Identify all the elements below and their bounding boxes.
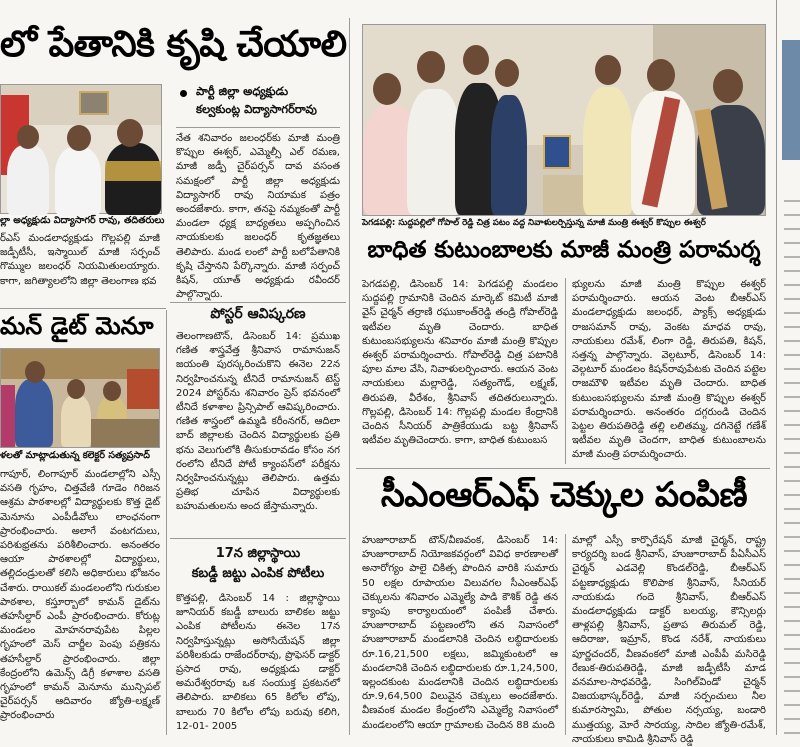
section-poster-heading: పోస్టర్ ఆవిష్కరణ <box>210 306 306 322</box>
divider <box>166 310 167 735</box>
article-pegadapalli-right: భ్యులను మాజీ మంత్రి కొప్పుల ఈశ్వర్ పరామర్శించారు. ఆయన వెంట బీఆర్ఎస్ మండలాధ్యక్షుడు జలంధర్, ప్యాక్స్ అధ్యక్షుడు రాజసమాన్ రావు, వెంకట మాధవ రావు, నాయకులు రమేశ్, లింగా రెడ్డి, తిరుపతి, కిషన్, సత్తన్న పాల్గొన్నారు. వెల్గటూర్, డిసెంబర్ 14: వెల్గటూర్ మండలం కిషన్‌రావుపేటకు చెందిన పట్టెల రాజమౌళి ఇటీవల మృతి చెందారు. బాధిత కుటుంబసభ్యులను మాజీ మంత్రి కొప్పుల ఈశ్వర్ పరామర్శించారు. అనంతరం దగ్గరుండి చెందిన పెట్టల తిరుపతిరెడ్డి తల్లి లలితమ్మ, దగినెట్టే గణేశ్ ఇటీవల మృతి చెందగా, బాధిత కుటుంబాలను మాజీ మంత్రి పరామర్శించారు. <box>572 279 766 461</box>
right-edge-text-fragment <box>784 200 800 735</box>
left-top-photo-caption: ల్లా అధ్యక్షుడు విద్యాసాగర్ రావు, తదితరులు <box>0 215 165 226</box>
article-pegadapalli-left: పెగడపల్లి, డిసెంబర్ 14: పెగడపల్లి మండలం సుద్దపల్లి గ్రామానికి చెందిన మార్కెట్ కమిటీ మాజీ వైస్ చైర్మన్ తర్రాణి రఘుకాంత్‌రెడ్డి తండ్రి గోపాల్‌రెడ్డి ఇటీవల మృతి చెందారు. బాధిత కుటుంబసభ్యులను శనివారం మాజీ మంత్రి కొప్పుల ఈశ్వర్ పరామర్శించారు. గోపాల్‌రెడ్డి చిత్ర పటానికి పూల మాల వేసి, నివాళులర్పించారు. ఆయన వెంట నాయకులు మల్లారెడ్డి, సత్యంగౌడ్, లక్ష్మణ్, తిరుపతి, వీరేశం, శ్రీనివాస్ తదితరులున్నారు. గొల్లపల్లి, డిసెంబర్ 14: గొల్లపల్లి మండల కేంద్రానికి చెందిన సీనియర్ పాత్రికేయుడు బట్ట శ్రీనివాస్ ఇటీవల మృతిచెందారు. కాగా, బాధిత కుటుంబస <box>362 279 558 447</box>
divider <box>0 308 166 309</box>
section-kabaddi-line-1: 17న జిల్లాస్థాయి <box>215 546 301 561</box>
article-mid-top: నేత శనివారం జలంధర్‌కు మాజీ మంత్రి కొప్పుల ఈశ్వర్, ఎమ్మెల్సీ ఎల్ రమణ, మాజీ జడ్పీ చైర్‌పర్సన్ దావ వసంత సమక్షంలో పార్టీ జిల్లా అధ్యక్షుడు విద్యాసాగర్ రావు నియామక పత్రం అందజేశారు. కాగా, తనపై నమ్మకంతో పార్టీ మండలా ధ్యక్ష బాధ్యతలు అప్పగించిన నాయకులకు జలంధర్ కృతజ్ఞతలు తెలిపారు. మండ లంలో పార్టీ బలోపేతానికి కృషి చేస్తానని పేర్కొన్నారు. మాజీ సర్పంచ్ కిషన్, యూత్ అధ్యక్షుడు రవీందర్ పాల్గొన్నారు. <box>176 133 340 301</box>
article-left-mid: గాపూర్, లింగాపూర్ మండలాల్లోని ఎస్సీ వసతి గృహం, చిత్తవేణి గూడెం గిరిజన ఆశ్రమ పాఠశాలల్లో విద్యార్థులకు కొత్త డైట్ మెనూను ఎంపీడీవోలు లాంఛనంగా ప్రారంభించారు. అలాగే వంటగదులు, పరిశుభ్రతను పరిశీలించారు. అనంతరం ఆయా పాఠశాలల్లో విద్యార్థులు, తల్లిదండ్రులతో కలిసి అధికారులు భోజనం చేశారు. రాయికల్ మండలంలోని గురుకుల పాఠశాల, కస్తూర్బాలో కామన్ డైట్‌ను తహసీల్దార్ ఎంపీ ప్రారంభించారు. కోరుట్ల మండలం మోహనరావుపేట పిల్లల గృహంలో మెస్ చార్జీల పెంపు పత్రికను తహసీల్దార్ ప్రారంభించారు. జిల్లా కేంద్రంలోని ఉమెన్స్ డిగ్రీ కళాశాల వసతి గృహంలో కామన్ మెనూను మున్సిపల్ చైర్‌పర్సన్ ఆదివారం జ్యోతి-లక్ష్మణ్ ప్రారంభించారు <box>0 469 160 722</box>
article-cmrf-right: మాల్లో ఎస్సీ కార్పొరేషన్ మాజీ చైర్మన్, రాష్ట్ర కార్యదర్శి బండ శ్రీనివాస్, హుజూరాబాద్ పీఏసీఎస్ చైర్మన్ ఎడవెల్లి కొండల్‌రెడ్డి, బీఆర్ఎస్ పట్టణాధ్యక్షుడు కొలిపాక శ్రీనివాస్, సీనియర్ నాయకుడు గందె శ్రీనివాస్, బీఆర్ఎస్ మండలాధ్యక్షుడు డాక్టర్ బలయ్య, కౌన్సిలర్లు తాళ్లపల్లి శ్రీనివాస్, ప్రతాప తిరుమల్ రెడ్డి, ఆదిరాజు, ఇమ్రాన్, కొండ నరేశ్, నాయకులు పూర్ణచందర్, వీణవంకలో మాజీ ఎంపీపీ మసిరెడ్డి రేణుక-తిరుపతిరెడ్డి, మాజీ జడ్పీటీసీ మాడ వనమాల-సాధవరెడ్డి, సింగిల్‌విండో చైర్మన్ విజయభాస్కర్‌రెడ్డి, మాజీ సర్పంచులు నీల కుమారస్వామి, పోతుల నర్సయ్య, బండారి ముత్తయ్య, మోరే సారయ్య, సాదిల జ్యోతి-రమేశ్, నాయకులు కామిడి శ్రీనివాస్ రెడ్డి <box>572 535 766 745</box>
headline-bottom-right: సీఎంఆర్ఎఫ్ చెక్కుల పంపిణీ <box>380 475 748 515</box>
deck-box <box>176 80 340 126</box>
divider <box>565 534 566 735</box>
article-cmrf-left: హుజూరాబాద్ టౌన్/వీణవంక, డిసెంబర్ 14: హుజూరాబాద్ నియోజకవర్గంలో వివిధ కారణాలతో అనారోగ్యం పాలై చికిత్స పొందిన వారికి సుమారు 50 లక్షల రూపాయల విలువగల సీఎంఆర్ఎఫ్ చెక్కులను శనివారం ఎమ్మెల్యే పాడి కౌశిక్ రెడ్డి తన క్యాంపు కార్యాలయంలో పంపిణీ చేశారు. హుజూరాబాద్ పట్టణంలోని తన నివాసంలో హుజూరాబాద్ మండలానికి చెందిన లబ్ధిదారులకు రూ.16,21,500 లక్షలు, జమ్మికుంటలో ఆ మండలానికి చెందిన లబ్ధిదారులకు రూ.1,24,500, ఇల్లందకుంట మండలానికి చెందిన లబ్ధిదారులకు రూ.9,64,500 విలువైన చెక్కులు అందజేశారు. వీణవంక మండల కేంద్రంలోని ఎమ్మెల్యే నివాసంలో మండలంలోని ఆయా గ్రామాలకు చెందిన 88 మంది <box>362 535 558 731</box>
section-kabaddi-line-2: కబడ్డీ జట్టు ఎంపిక పోటీలు <box>191 566 325 581</box>
divider <box>565 278 566 464</box>
deck-line-1: పార్టీ జిల్లా అధ్యక్షుడు <box>196 84 289 98</box>
divider <box>776 0 777 735</box>
headline-top-left: లో పేతానికి కృషి చేయాలి <box>0 24 347 65</box>
divider <box>170 302 346 303</box>
divider <box>349 18 350 735</box>
divider <box>170 538 346 539</box>
divider <box>356 468 770 469</box>
divider <box>176 127 340 128</box>
headline-left-mid: మన్ డైట్ మెనూ <box>0 312 154 340</box>
left-mid-photo-caption: ళలతో మాట్లాడుతున్న కలెక్టర్ సత్యప్రసాద్ <box>0 450 150 461</box>
left-mid-photo <box>0 348 160 448</box>
right-edge-photo-fragment <box>782 40 800 160</box>
deck-line-2: కల్వకుంట్ల విద్యాసాగర్‌రావు <box>196 102 317 116</box>
top-right-photo <box>362 24 766 216</box>
article-kabaddi: కొత్తపల్లి, డిసెంబర్ 14 : జిల్లాస్థాయి జూనియర్ కబడ్డీ బాలురు బాలికల జట్టు ఎంపిక పోటీలను ఈనెల 17న నిర్వహిస్తున్నట్లు అసోసియేషన్ జిల్లా పరిశీలకుడు రాజేందర్‌రావు, ప్రొఫెసర్ డాక్టర్ ప్రసాద రావు, అధ్యక్షుడు డాక్టర్ అమరేశ్వరరావు ఒక సంయుక్త ప్రకటనలో తెలిపారు. బాలికలు 65 కిలోల లోపు, బాలురు 70 కిలోల లోపు బరువు కలిగి, 12-01- 2005 <box>176 593 340 732</box>
top-right-photo-caption: పెగడపల్లి: సుద్దపల్లిలో గోపాల్ రెడ్డి చిత్ర పటం వద్ద నివాళులర్పిస్తున్న మాజీ మంత్రి ఈశ్వర్ కొప్పుల ఈశ్వర్ <box>362 218 706 228</box>
article-left-top: ర్ఎస్ మండలాధ్యక్షుడు గొల్లపల్లి మాజీ జడ్పీటీసీ, ఇస్మాయిల్ మాజీ సర్పంచ్ గొమ్ముల జలంధర్ నియమితులయ్యారు. కాగా, జగిత్యాలలోని జిల్లా తెలంగాణ భవ <box>0 233 160 287</box>
left-top-photo <box>0 84 162 214</box>
headline-middle-right: బాధిత కుటుంబాలకు మాజీ మంత్రి పరామర్శ <box>367 237 761 263</box>
article-poster: తెలంగాణ‌టౌన్, డిసెంబర్ 14: ప్రముఖ గణిత శాస్త్రవేత్త శ్రీనివాస రామానుజన్ జయంతి పురస్కరించుకొని ఈనెల 22న నిర్వహించనున్న టీనిదే రామానుజన్ టెస్ట్ 2024 పోస్టర్‌ను శనివారం ప్రెస్ భవనంలో టీనిదే కళాశాల ప్రిన్సిపాల్ ఆవిష్కరించారు. గణిత శాస్త్రంలో ఉమ్మడి కరీంనగర్, ఆదిలా బాద్ జిల్లాలకు చెందిన విద్యార్థులకు ప్రతి భను వెలుగులోకి తీసుకురావడం కోసం నగ రంలోని టీనిదే పోటీ క్యాంపస్‌లో పరీక్షను నిర్వహించనున్నట్లు తెలిపారు. ఉత్తమ ప్రతిభ చూపిన విద్యార్థులకు బహుమతులను అంద జేస్తామన్నారు. <box>176 331 340 513</box>
